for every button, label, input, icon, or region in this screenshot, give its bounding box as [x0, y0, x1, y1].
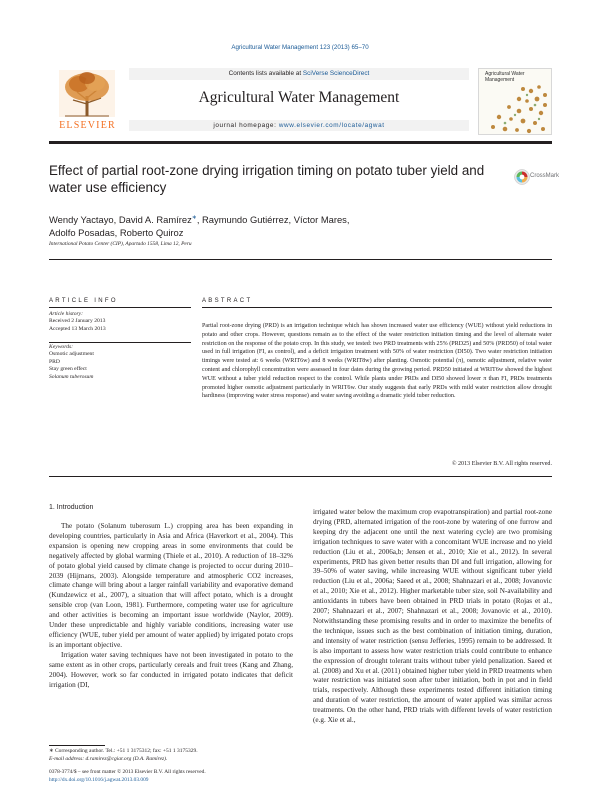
abstract-text: Partial root-zone drying (PRD) is an irrigation technique which has shown increased water use efficiency (WUE) without yield reductions in potato and other crops. However, questions remain as to the effect of the water restriction initiation timing and the level of alternate water restriction on the response of the potato crop. In this study, we tested: two PRD treatments with 25% (PRD25) and 50% (PRD50) of total water used in full irrigation (FI, as control), and a deficit irrigation treatment with 50% of water restriction (DI50). Two water restriction initiation timings were tested at: 6 weeks (WRIT6w) and 8 weeks (WRIT8w) after planting. Osmotic potential (π), osmotic adjustment, relative water content and chlorophyll concentration were assessed in four dates during the growing period. PRD50 initiated at WRIT6w showed the highest WUE without a tuber yield reduction respect to the control. While plants under PRDs and DI50 showed lower π than FI, PRDs treatments promoted higher osmotic adjustment particularly in WRIT6w. Our study suggests that early PRDs with mild water restriction allow drought hardiness (improving water stress response) and water saving avoiding a dramatic yield tuber reduction. — [202, 323, 552, 400]
divider — [49, 476, 552, 477]
journal-reference[interactable]: Agricultural Water Management 123 (2013) 65–70 — [231, 44, 369, 51]
footnote-rule — [49, 745, 105, 746]
received-date: Received 2 January 2013 — [49, 318, 106, 325]
affiliation: International Potato Center (CIP), Apartado 1558, Lima 12, Peru — [49, 241, 192, 247]
article-title: Effect of partial root-zone drying irrigation timing on potato tuber yield and water use efficiency — [49, 163, 485, 195]
journal-title: Agricultural Water Management — [198, 89, 400, 106]
email-note[interactable]: E-mail address: d.ramirez@cgiar.org (D.A. Ramírez). — [49, 755, 168, 762]
header-rule — [49, 141, 552, 144]
history-label: Article history: — [49, 311, 84, 317]
article-info-heading: ARTICLE INFO — [49, 298, 118, 304]
accepted-date: Accepted 13 March 2013 — [49, 325, 106, 332]
elsevier-logo[interactable] — [49, 68, 126, 135]
authors-line-1a: Wendy Yactayo, David A. Ramírez — [49, 214, 192, 226]
authors-line-1b: , Raymundo Gutiérrez, Víctor Mares, — [196, 214, 350, 226]
keywords-block — [49, 344, 191, 381]
divider — [49, 259, 552, 260]
divider — [49, 342, 191, 343]
body-column-right — [313, 508, 552, 726]
homepage-prefix: journal homepage: — [213, 122, 279, 129]
footnote — [49, 748, 293, 763]
keyword: PRD — [49, 358, 60, 365]
crossmark-badge[interactable] — [514, 169, 560, 185]
cover-pattern-icon — [479, 69, 552, 135]
issn-block — [49, 769, 349, 784]
journal-cover-image[interactable] — [478, 68, 552, 135]
keyword: Osmotic adjustment — [49, 351, 94, 358]
contents-prefix: Contents lists available at — [228, 70, 303, 77]
homepage-line — [129, 120, 469, 131]
body-paragraph: The potato (Solanum tuberosum L.) cropping area has been expanding in developing countries, particularly in Asia and Africa (Haverkort et al., 2004). This expansion is opening new cropping areas in some environments that could be negatively affected by global warming (Thiele et al., 2010). A reduction of 18–32% of potato global yield caused by climate change is projected to occur during 2010–2039 (Hijmans, 2003). Alongside temperature and atmospheric CO2 increases, climate change will bring about a larger rainfall variability and evaporative demand (Kundzewicz et al., 2007), a situation that will affect potato, which is a drought sensible crop (van Loon, 1981). Furthermore, competing water use for agriculture and other activities is becoming an important issue worldwide (Naylor, 2009). Under these unpredictable and highly variable conditions, increasing water use efficiency (WUE, tuber yield per amount of water applied) by irrigated potato crops is an important objective. — [49, 522, 293, 649]
homepage-link[interactable]: www.elsevier.com/locate/agwat — [278, 122, 385, 129]
authors-line-1 — [49, 212, 529, 227]
crossmark-icon — [514, 169, 530, 185]
article-history — [49, 311, 191, 333]
elsevier-wordmark: ELSEVIER — [59, 120, 116, 131]
abstract-heading: ABSTRACT — [202, 298, 253, 304]
divider — [49, 307, 191, 308]
divider — [202, 307, 552, 308]
elsevier-tree-icon — [59, 70, 115, 117]
body-column-left — [49, 522, 293, 690]
sciencedirect-link[interactable]: SciVerse ScienceDirect — [302, 70, 370, 77]
keyword: Stay green effect — [49, 366, 87, 373]
authors-line-2: Adolfo Posadas, Roberto Quiroz — [49, 226, 184, 238]
header-center — [129, 68, 469, 135]
crossmark-label: CrossMark — [530, 173, 560, 179]
journal-header — [49, 68, 552, 135]
issn-line: 0378-3774/$ – see front matter © 2013 Elsevier B.V. All rights reserved. — [49, 769, 206, 775]
contents-line — [129, 68, 469, 80]
corresponding-author-mark[interactable]: ∗ — [191, 215, 197, 221]
doi-link[interactable]: http://dx.doi.org/10.1016/j.agwat.2013.03.009 — [49, 776, 149, 783]
copyright-notice: © 2013 Elsevier B.V. All rights reserved. — [451, 461, 552, 467]
cover-title: Agricultural Water Management — [485, 71, 525, 83]
body-paragraph: irrigated water below the maximum crop evapotranspiration) and partial root-zone drying (PRD, alternated irrigation of the root-zone by watering of one furrow and keeping dry the adjacent one until the next watering cycle) are two promising irrigation techniques to save water with a concomitant WUE increase and no yield reduction (Liu et al., 2006a,b; Jensen et al., 2010; Xie et al., 2012). In several experiments, PRD has given better results than DI and full irrigation, allowing for 39–50% of water saving, while increasing WUE without significant tuber yield reduction (Liu et al., 2006a; Saeed et al., 2008; Shahnazari et al., 2008; Jovanovic et al., 2010; Xie et al., 2012). Higher marketable tuber size, soil N-availability and antioxidants in tubers have been obtained in PRD trials in potato (Rojas et al., 2007; Shahnazari et al., 2007; Shahnazari et al., 2008; Jovanovic et al., 2010). Notwithstanding these promising results and in order to maximize the benefits of the technique, issues such as the best combination of initiation timing, duration, and intensity of water restriction (sensu Jefferies, 1995) remain to be addressed. It is also important to assess how water restriction trials could contribute to enhance the expression of drought tolerant traits without tuber yield penalization. Saeed et al. (2008) and Xu et al. (2011) obtained higher tuber yield in PRD treatments when water restriction was initiated soon after tuber initiation, both in pot and in field trials, respectively. Although these experiments tested different initiation timing and duration of water restriction, the amount of water applied was similar across treatments. On the other hand, PRD trials with different levels of water restriction (e.g. Xie et al., — [313, 508, 552, 725]
author-list — [49, 212, 529, 239]
keywords-label: Keywords: — [49, 344, 74, 350]
keyword: Solanum tuberosum — [49, 373, 94, 380]
corresponding-author-note: ∗ Corresponding author. Tel.: +51 1 3175312; fax: +51 1 3175329. — [49, 748, 198, 754]
section-heading: 1. Introduction — [49, 504, 94, 511]
body-paragraph: Irrigation water saving techniques have not been investigated in potato to the same extent as in other crops, particularly cereals and fruit trees (Kang and Zhang, 2004). However, work so far conducted in irrigated potato indicates that deficit irrigation (DI, — [49, 650, 293, 689]
